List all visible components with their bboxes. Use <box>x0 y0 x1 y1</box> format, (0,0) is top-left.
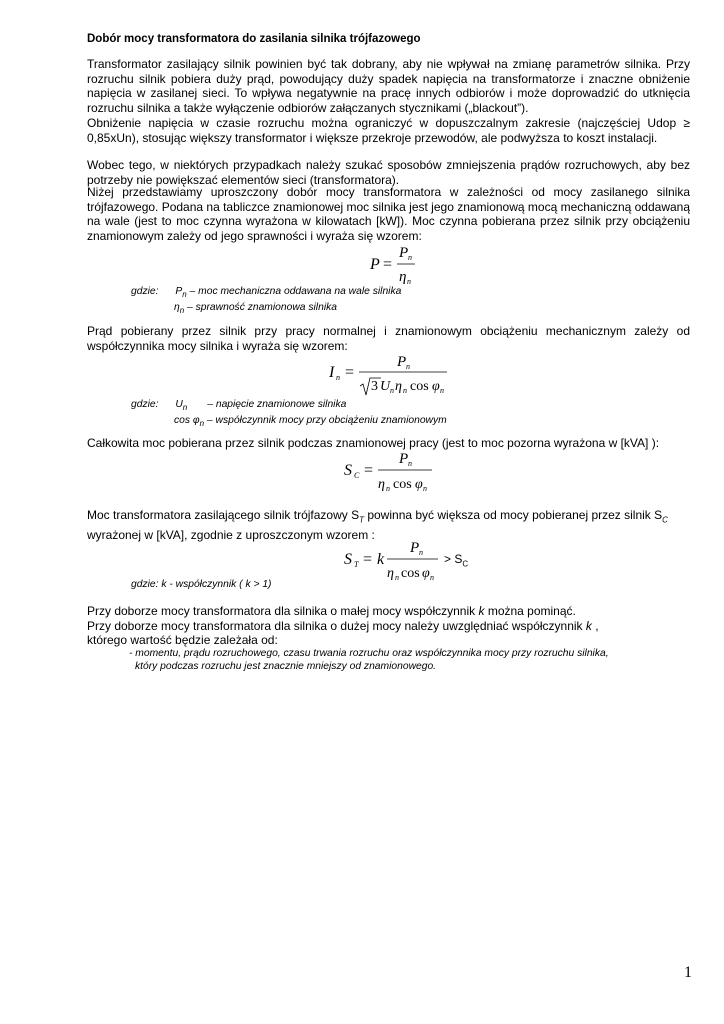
legend-formula-1 <box>131 285 401 318</box>
svg-text:=: = <box>345 364 355 381</box>
subscript-n: n <box>182 290 187 300</box>
svg-text:P: P <box>370 256 380 273</box>
legend-text-cos-phi: – współczynnik mocy przy obciążeniu znamionowym <box>204 415 447 427</box>
page-number: 1 <box>684 964 692 981</box>
svg-text:η: η <box>378 477 385 492</box>
svg-text:T: T <box>354 560 359 569</box>
svg-text:P: P <box>397 354 407 370</box>
paragraph-intro: Transformator zasilający silnik powinien być tak dobrany, aby nie wpływał na zmianę parametrów silnika. Przy rozruchu silnik pobiera duży prąd, powodujący duży spadek napięcia na transformatorze i znaczne obniżenie napięcia w zasilanej sieci. To wpływa negatywnie na pracę innych odbiorów i może doprowadzić do utknięcia rozruchu silnika a także wyłączenie odbiorów załączanych stycznikami („blackout”). <box>87 57 690 115</box>
paragraph-reduce-currents: Wobec tego, w niektórych przypadkach należy szukać sposobów zmniejszenia prądów rozruchowych, aby bez potrzeby nie powiększać elementów sieci (transformatora). <box>87 158 690 187</box>
subscript-n: n <box>182 403 188 413</box>
text-segment: powinna być większa od mocy pobieranej przez silnik S <box>364 508 663 522</box>
svg-text:S: S <box>344 551 352 568</box>
svg-text:cos: cos <box>410 379 429 394</box>
svg-text:n: n <box>406 362 410 371</box>
formula-apparent-power <box>342 448 442 496</box>
svg-text:k: k <box>377 551 385 568</box>
paragraph-method: Niżej przedstawiamy uproszczony dobór mocy transformatora w zależności od mocy zasilanego silnika trójfazowego. Podana na tabliczce znamionowej moc silnika jest jego znamionową mocą mechaniczną oddawaną na wale (jest to moc czynna wyrażona w kilowatach [kW]). Moc czynna pobierana przez silnik przy obciążeniu znamionowym zależy od jego sprawności i wyraża się wzorem: <box>87 185 691 243</box>
svg-text:φ: φ <box>422 566 430 581</box>
text-segment: Przy doborze mocy transformatora dla silnika o małej mocy współczynnik <box>87 604 479 618</box>
svg-text:3: 3 <box>371 379 378 394</box>
svg-text:cos: cos <box>393 477 412 492</box>
text-segment: którego wartość będzie zależała od: <box>87 633 278 648</box>
svg-text:n: n <box>386 484 390 493</box>
formula-suffix <box>444 552 468 568</box>
formula-transformer-power <box>342 537 502 585</box>
svg-text:=: = <box>364 462 374 479</box>
svg-text:n: n <box>430 573 434 582</box>
legend-formula-4: gdzie: k - współczynnik ( k > 1) <box>131 579 272 590</box>
text-segment: , <box>591 618 599 633</box>
legend-formula-2 <box>131 398 447 431</box>
subscript-c: C <box>662 515 668 525</box>
symbol-cos-phi: cos φ <box>174 415 200 427</box>
legend-text-pn: – moc mechaniczna oddawana na wale silnika <box>186 286 402 297</box>
svg-text:φ: φ <box>415 477 423 492</box>
svg-text:I: I <box>329 364 335 381</box>
svg-text:n: n <box>403 386 407 395</box>
symbol-eta: η <box>174 302 180 314</box>
formula-current <box>327 352 457 400</box>
svg-text:cos: cos <box>401 566 420 581</box>
svg-text:P: P <box>399 451 409 467</box>
paragraph-voltage-drop: Obniżenie napięcia w czasie rozruchu można ograniczyć w dopuszczalnym zakresie (najczęściej Udop ≥ 0,85xUn), stosując większy transformator i większe przekroje przewodów, ale podwyższa to koszt instalacji. <box>87 116 690 145</box>
subscript-n: n <box>199 419 205 429</box>
svg-text:=: = <box>383 256 393 273</box>
svg-text:=: = <box>363 551 373 568</box>
svg-text:η: η <box>387 566 394 581</box>
svg-text:S: S <box>344 462 352 479</box>
paragraph-apparent-power: Całkowita moc pobierana przez silnik podczas znamionowej pracy (jest to moc pozorna wyrażona w [kVA] ): <box>87 436 660 450</box>
svg-text:U: U <box>380 379 391 394</box>
svg-text:n: n <box>440 386 444 395</box>
legend-text-un: – napięcie znamionowe silnika <box>207 399 347 410</box>
subscript-n: n <box>179 306 185 316</box>
text-segment: wyrażonej w [kVA], zgodnie z uproszczonym wzorem : <box>87 527 375 542</box>
paragraph-coefficient <box>87 604 690 648</box>
legend-text-eta: – sprawność znamionowa silnika <box>184 302 337 314</box>
svg-text:φ: φ <box>432 379 440 394</box>
text-segment: Przy doborze mocy transformatora dla silnika o dużej mocy należy uwzględniać współczynnik <box>87 618 586 633</box>
document-title: Dobór mocy transformatora do zasilania silnika trójfazowego <box>87 33 421 45</box>
symbol-pn: P <box>175 286 183 297</box>
coefficient-factors <box>129 647 609 673</box>
svg-text:n: n <box>423 484 427 493</box>
paragraph-current: Prąd pobierany przez silnik przy pracy normalnej i znamionowym obciążeniu mechanicznym zależy od współczynnika mocy silnika i wyraża się wzorem: <box>87 324 690 353</box>
legend-label: gdzie: <box>131 399 159 410</box>
svg-text:η: η <box>395 379 402 394</box>
svg-text:C: C <box>354 471 360 480</box>
svg-text:η: η <box>399 269 407 285</box>
svg-text:n: n <box>395 573 399 582</box>
subscript-c: C <box>462 559 469 569</box>
svg-text:P: P <box>399 245 409 261</box>
legend-label: gdzie: <box>131 286 159 297</box>
suffix-text: > S <box>444 552 463 566</box>
symbol-k: k <box>478 604 485 618</box>
svg-text:n: n <box>390 386 394 395</box>
svg-text:n: n <box>336 373 340 382</box>
factors-line-1: - momentu, prądu rozruchowego, czasu trwania rozruchu oraz współczynnika mocy przy rozruchu silnika, <box>129 648 609 659</box>
svg-text:n: n <box>419 548 423 557</box>
svg-text:n: n <box>407 277 411 286</box>
formula-active-power <box>370 242 430 286</box>
text-segment: można pominąć. <box>484 604 576 618</box>
svg-text:n: n <box>408 253 412 262</box>
symbol-un: U <box>175 399 183 410</box>
svg-text:n: n <box>408 459 412 468</box>
text-segment: Moc transformatora zasilającego silnik trójfazowy S <box>87 508 360 522</box>
svg-text:P: P <box>410 540 420 556</box>
subscript-t: T <box>359 515 364 525</box>
symbol-k: k <box>585 618 592 633</box>
factors-line-2: który podczas rozruchu jest znacznie mniejszy od znamionowego. <box>135 661 437 673</box>
